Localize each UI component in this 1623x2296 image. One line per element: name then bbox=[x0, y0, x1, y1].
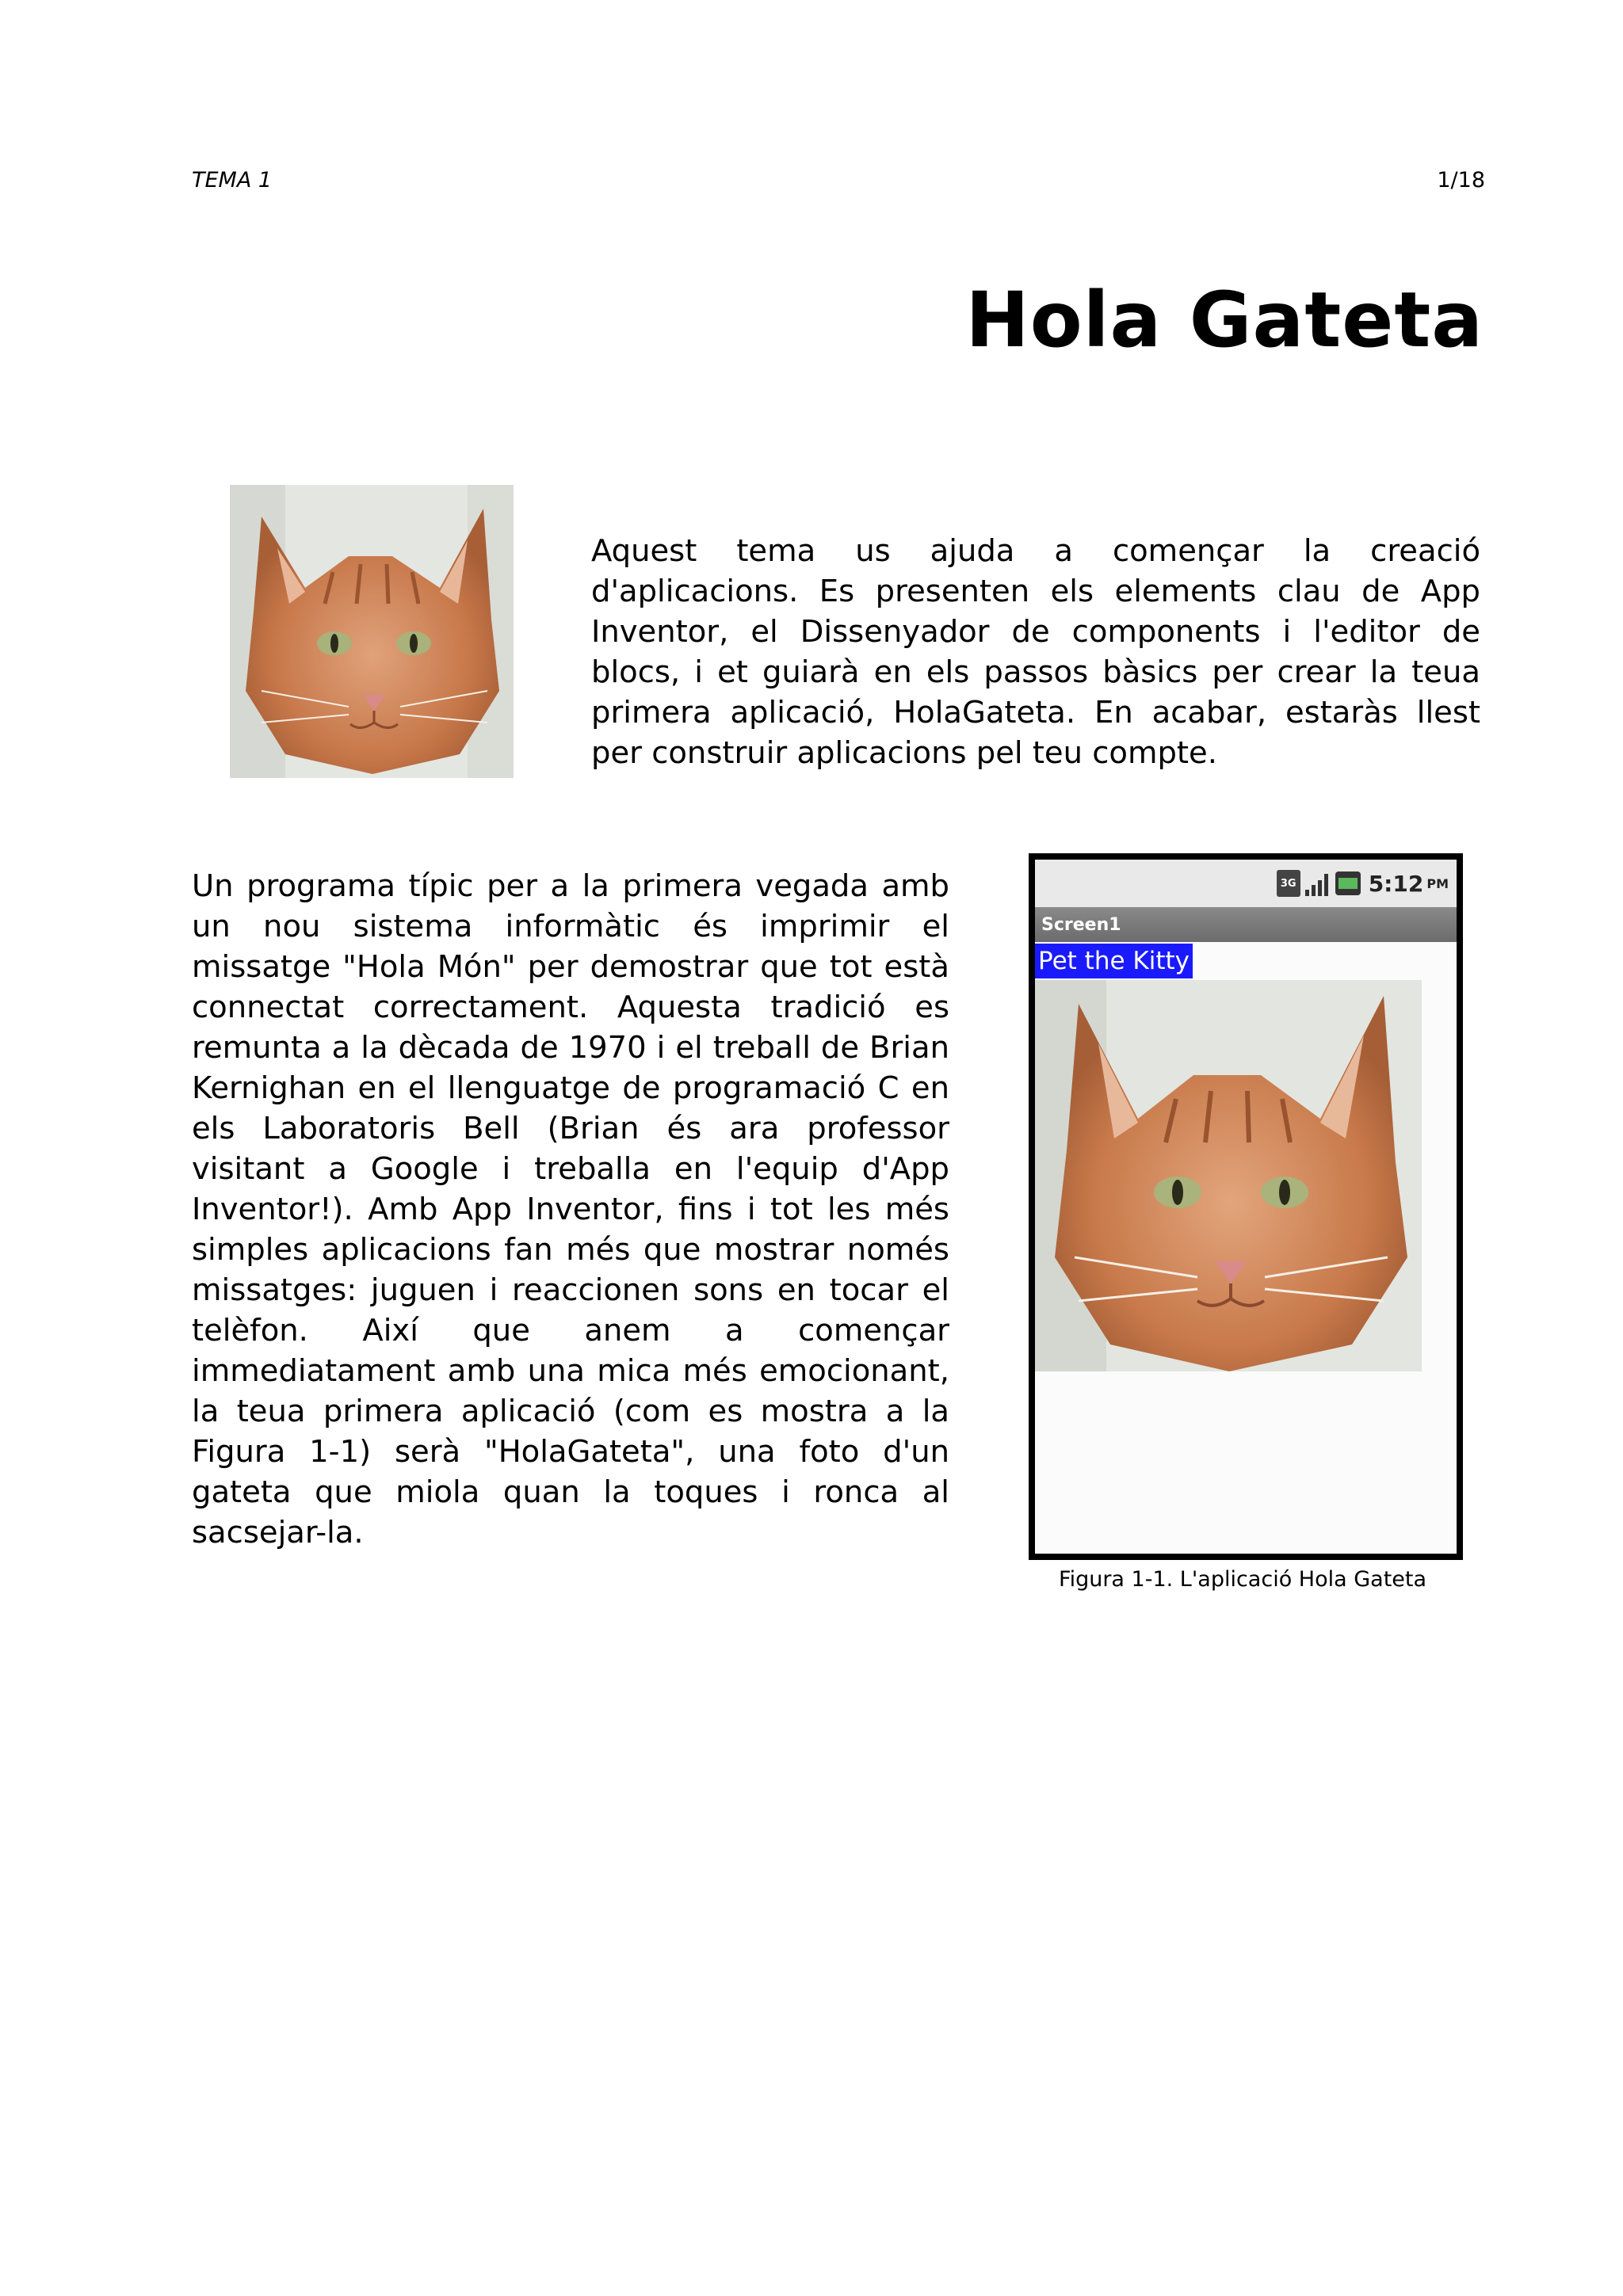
status-ampm: PM bbox=[1426, 875, 1449, 891]
pet-the-kitty-button[interactable]: Pet the Kitty bbox=[1035, 944, 1193, 978]
intro-paragraph: Aquest tema us ajuda a començar la creació d'aplicacions. Es presenten els elements clau de App Inventor, el Dissenyador de components i l'editor de blocs, i et guiarà en els passos bàsics per crear la teua primera aplicació, HolaGateta. En acabar, estaràs llest per construir aplicacions pel teu compte. bbox=[591, 533, 1480, 771]
section-label: TEMA 1 bbox=[192, 168, 273, 193]
figure-caption: Figura 1-1. L'aplicació Hola Gateta bbox=[1059, 1567, 1427, 1592]
battery-icon bbox=[1335, 871, 1361, 895]
app-screenshot bbox=[1029, 853, 1463, 1560]
network-3g-icon: 3G bbox=[1277, 870, 1300, 897]
cat-photo bbox=[230, 485, 514, 778]
page-title: Hola Gateta bbox=[965, 276, 1484, 364]
status-time: 5:12 bbox=[1368, 870, 1424, 897]
kitty-image[interactable] bbox=[1035, 980, 1422, 1371]
phone-status-bar bbox=[1035, 860, 1457, 907]
page-number: 1/18 bbox=[1437, 168, 1485, 193]
screen-title: Screen1 bbox=[1035, 907, 1457, 942]
body-paragraph: Un programa típic per a la primera vegada amb un nou sistema informàtic és imprimir el missatge "Hola Món" per demostrar que tot està connectat correctament. Aquesta tradició es remunta a la dècada de 1970 i el treball de Brian Kernighan en el llenguatge de programació C en els Laboratoris Bell (Brian és ara professor visitant a Google i treballa en l'equip d'App Inventor!). Amb App Inventor, fins i tot les més simples aplicacions fan més que mostrar només missatges: juguen i reaccionen sons en tocar el telèfon. Així que anem a començar immediatament amb una mica més emocionant, la teua primera aplicació (com es mostra a la Figura 1-1) serà "HolaGateta", una foto d'un gateta que miola quan la toques i ronca al sacsejar-la. bbox=[192, 868, 949, 1550]
signal-icon bbox=[1305, 871, 1331, 896]
